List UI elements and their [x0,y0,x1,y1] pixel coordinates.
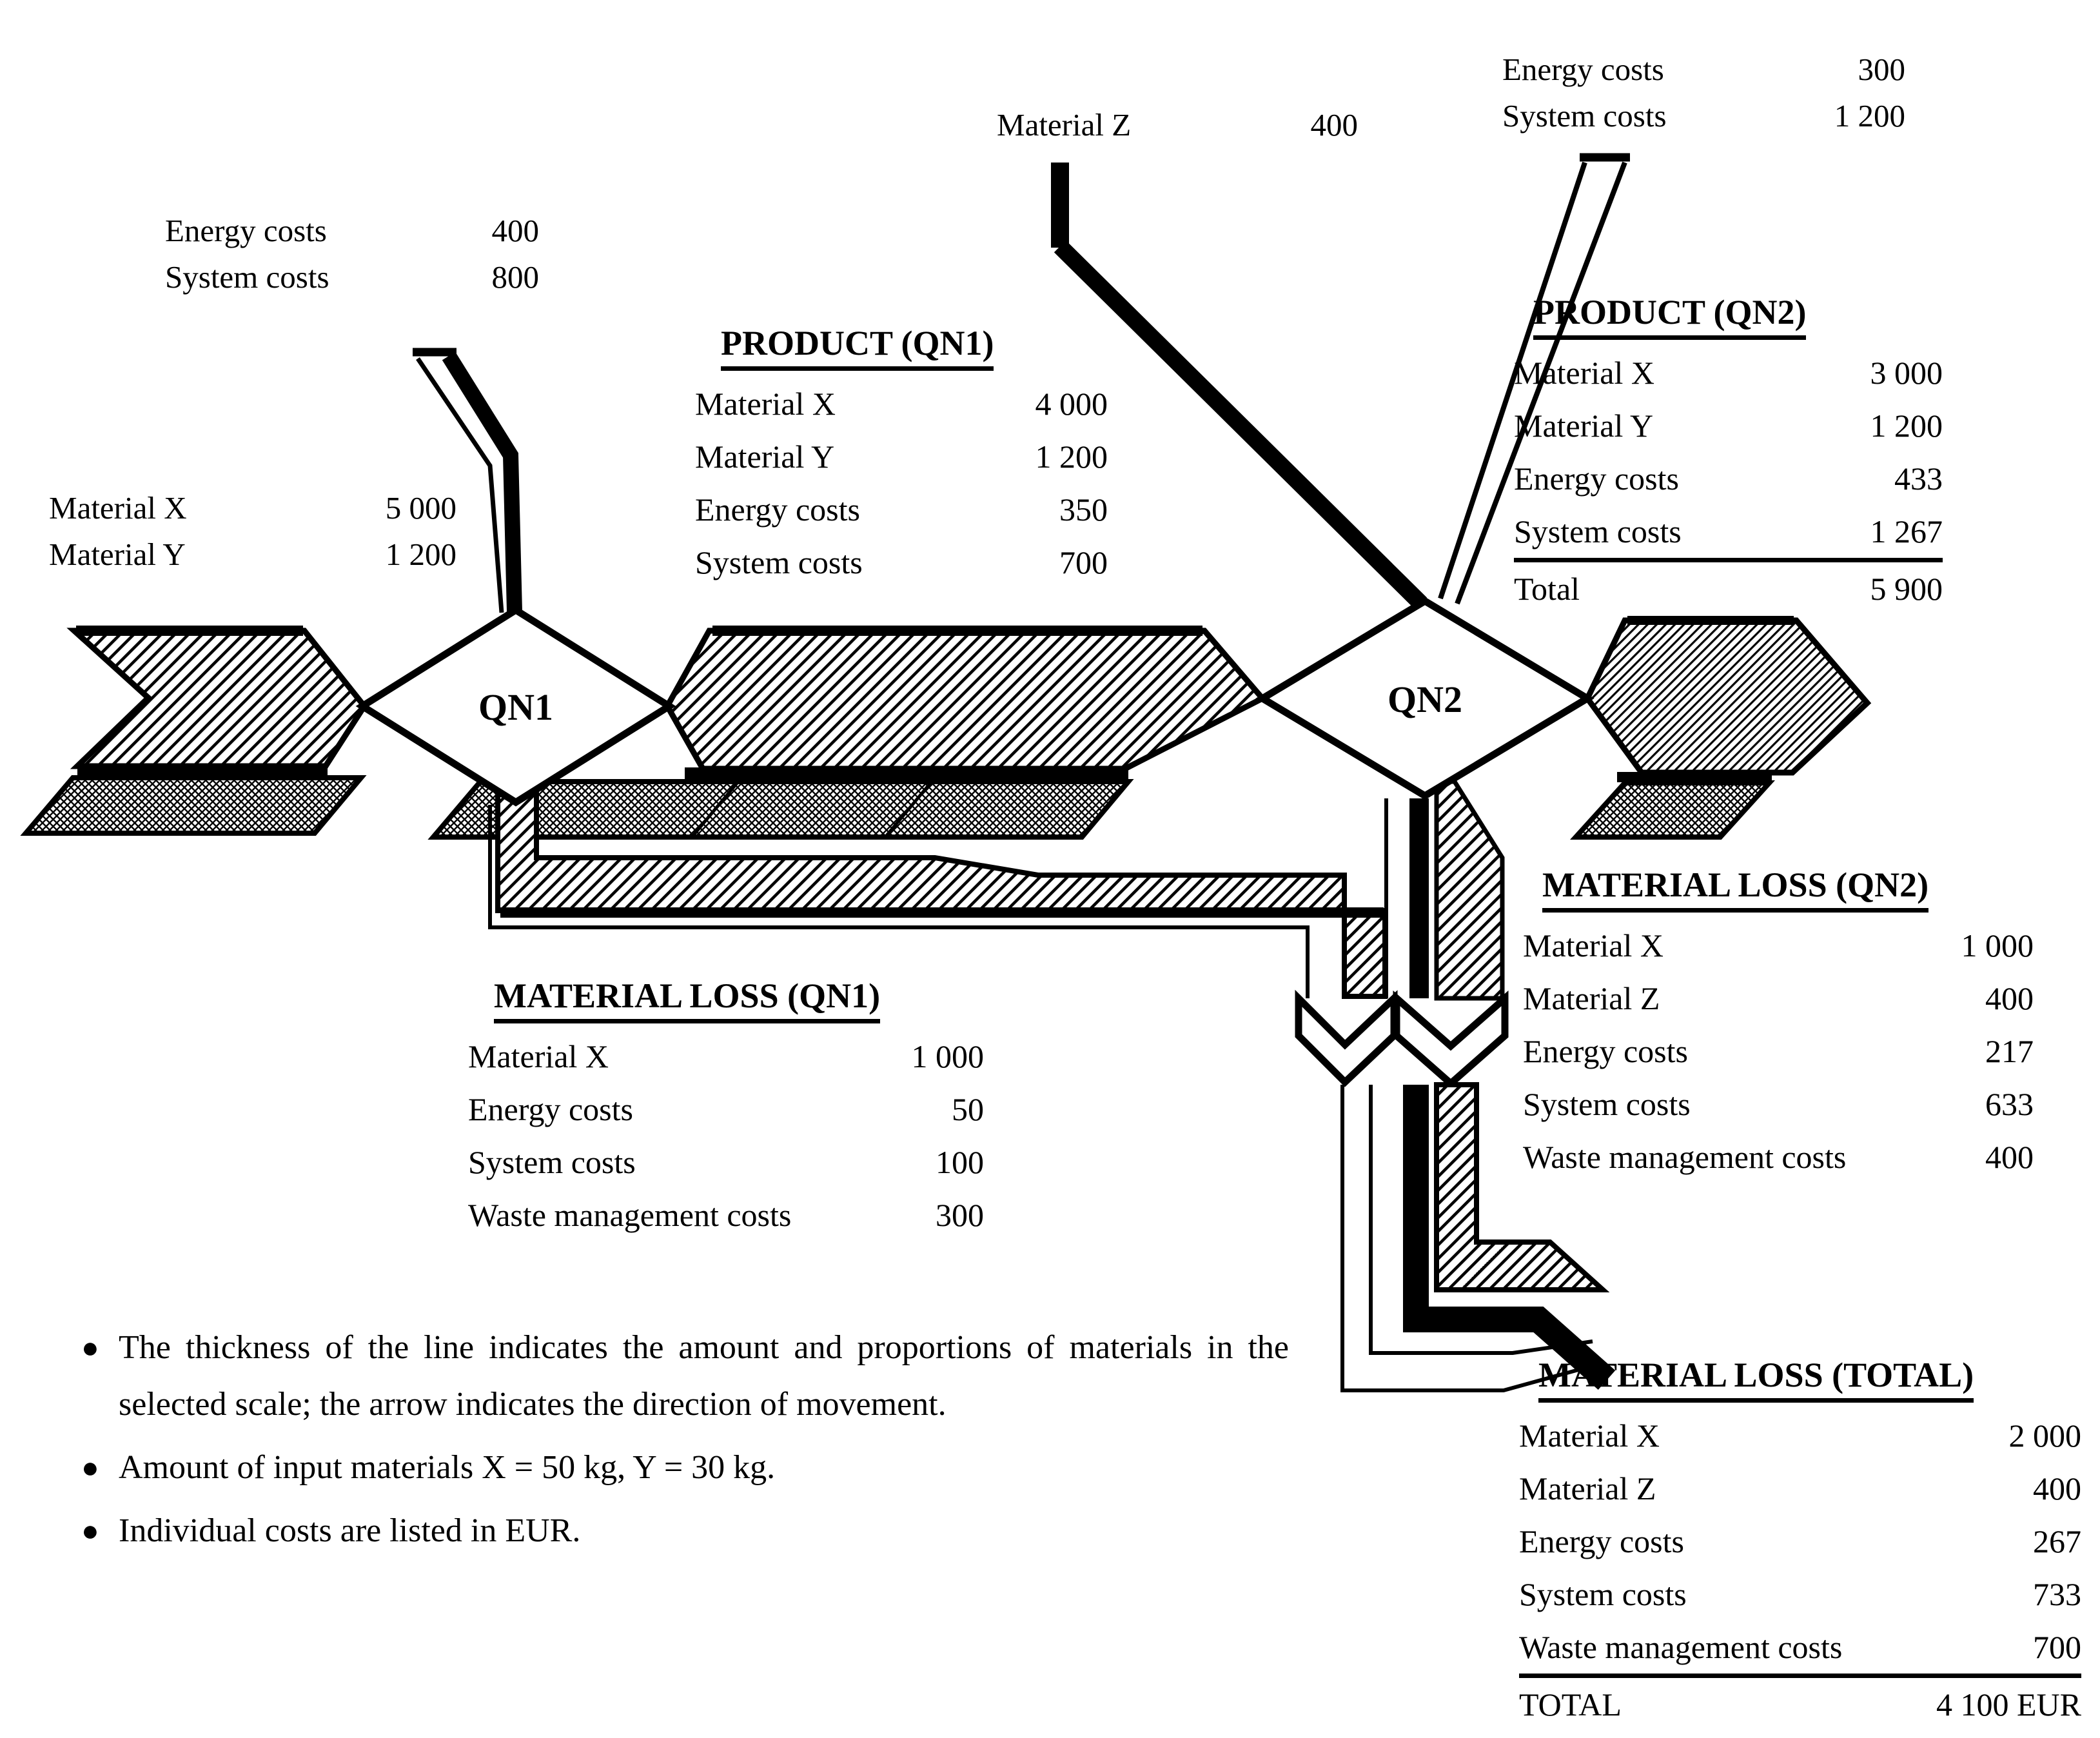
table-title: MATERIAL LOSS (QN2) [1542,864,1928,913]
cost-value: 300 [1858,52,1905,87]
table-title: MATERIAL LOSS (TOTAL) [1538,1354,1974,1403]
note-text: Individual costs are listed in EUR. [119,1512,581,1549]
material-z-block [997,102,1358,148]
row-label: System costs [695,544,863,580]
qn1-costs-block [165,208,539,301]
product-band-qn1-qn2 [667,631,1262,769]
table-row [1514,346,1943,399]
row-value: 100 [936,1144,984,1180]
row-value: 1 000 [911,1038,984,1074]
row-value: 1 200 [1035,439,1108,475]
row-value: 50 [952,1091,984,1127]
cost-value: 400 [491,213,539,248]
row-value: 400 [1985,1139,2034,1175]
row-value: 700 [2033,1629,2081,1665]
input-label: Material Y [49,537,186,572]
table-row [1514,399,1943,452]
table-row [1519,1568,2081,1621]
loss-qn2-table [1523,864,2034,1183]
input-band-materialY [26,778,361,833]
cost-label: System costs [165,259,329,295]
table-title: MATERIAL LOSS (QN1) [494,975,880,1023]
loss-band-qn2 [1437,782,1502,998]
input-band-materialX [74,631,364,766]
row-label: Material Z [1519,1470,1656,1506]
table-row [1523,1025,2034,1078]
row-label: Material Y [1514,408,1654,444]
input-row [997,102,1358,148]
row-value: 400 [1985,980,2034,1016]
row-label: System costs [1523,1086,1691,1122]
input-value: 1 200 [385,537,456,572]
row-value: 433 [1894,460,1943,497]
table-row [695,377,1108,430]
table-row [1523,1078,2034,1131]
row-value: 2 000 [2008,1417,2081,1454]
note-text: Amount of input materials X = 50 kg, Y = 30 kg. [119,1449,776,1486]
input-value: 400 [1310,107,1358,143]
note-item [70,1439,1327,1496]
table-title: PRODUCT (QN1) [721,322,994,371]
row-value: 267 [2033,1523,2081,1559]
row-value: 1 200 [1870,408,1943,444]
cost-row [165,208,539,254]
row-value: 633 [1985,1086,2034,1122]
loss-total-table [1519,1354,2081,1731]
note-item [70,1319,1327,1433]
row-value: 733 [2033,1576,2081,1612]
cost-row [1502,93,1905,139]
row-label: TOTAL [1519,1686,1622,1723]
table-row [695,536,1108,589]
table-row [1519,1409,2081,1462]
table-row [1519,1515,2081,1568]
chevron-arrow-right [1397,998,1505,1083]
input-label: Material Z [997,107,1132,143]
row-label: Energy costs [1514,460,1679,497]
bullet-icon: ● [81,1451,99,1484]
cost-label: System costs [1502,98,1667,133]
row-value: 217 [1985,1033,2034,1069]
row-value: 5 900 [1870,571,1943,607]
row-value: 350 [1059,491,1108,528]
note-text: The thickness of the line indicates the amount and proportions of materials in the selected scale; the arrow indicates the direction of movement. [119,1329,1289,1423]
qn2-costs-block [1502,46,1905,139]
table-total-row [1519,1678,2081,1731]
row-label: Waste management costs [468,1197,792,1233]
row-label: Material Z [1523,980,1660,1016]
product-qn2-table [1514,291,1943,615]
row-value: 400 [2033,1470,2081,1506]
row-label: Energy costs [695,491,860,528]
table-row [695,430,1108,483]
loss-materialZ-bar [1409,798,1429,998]
bullet-icon: ● [81,1331,99,1364]
materialZ-line [1060,246,1421,604]
row-value: 4 000 [1035,386,1108,422]
input-row [49,531,456,578]
input-value: 5 000 [385,490,456,526]
table-row [1523,972,2034,1025]
cost-row [165,254,539,301]
cost-label: Energy costs [165,213,327,248]
row-label: Waste management costs [1519,1629,1843,1665]
table-row [468,1189,984,1241]
table-title: PRODUCT (QN2) [1533,291,1806,340]
row-value: 4 100 EUR [1936,1686,2081,1723]
row-label: Material X [695,386,836,422]
row-label: Material X [1519,1417,1660,1454]
table-row [1519,1462,2081,1515]
row-label: Waste management costs [1523,1139,1847,1175]
product-qn1-table [695,322,1108,589]
row-label: System costs [1514,513,1682,549]
row-value: 1 267 [1870,513,1943,549]
table-row [1514,452,1943,505]
row-label: Material X [1523,927,1663,963]
table-row [1523,1131,2034,1183]
input-row [49,485,456,531]
row-label: Material Y [695,439,835,475]
output-band-qn2 [1587,620,1867,773]
row-label: Energy costs [1519,1523,1684,1559]
row-value: 1 000 [1961,927,2034,963]
row-value: 300 [936,1197,984,1233]
table-row [1514,505,1943,562]
table-row [468,1030,984,1083]
node-qn1-label: QN1 [478,686,553,728]
table-row [468,1136,984,1189]
row-label: Total [1514,571,1580,607]
qn1-cost-line-thick [449,356,515,611]
materialZ-stub [1051,163,1069,248]
cost-label: Energy costs [1502,52,1664,87]
row-label: System costs [468,1144,636,1180]
table-row [1519,1621,2081,1678]
node-qn2-label: QN2 [1388,678,1462,720]
bullet-icon: ● [81,1514,99,1547]
cost-value: 1 200 [1834,98,1905,133]
input-label: Material X [49,490,187,526]
table-row [695,483,1108,536]
row-value: 3 000 [1870,355,1943,391]
output-band-materialY [1576,783,1769,837]
row-label: Material X [468,1038,609,1074]
row-label: Energy costs [1523,1033,1688,1069]
row-value: 700 [1059,544,1108,580]
qn1-inputs-block [49,485,456,578]
note-item [70,1503,1327,1559]
row-label: System costs [1519,1576,1687,1612]
table-total-row [1514,562,1943,615]
legend-notes [70,1319,1327,1566]
cost-row [1502,46,1905,93]
chevron-arrow-left [1299,998,1394,1082]
row-label: Material X [1514,355,1654,391]
table-row [468,1083,984,1136]
loss-qn1-table [468,975,984,1241]
table-row [1523,919,2034,972]
cost-value: 800 [491,259,539,295]
row-label: Energy costs [468,1091,633,1127]
